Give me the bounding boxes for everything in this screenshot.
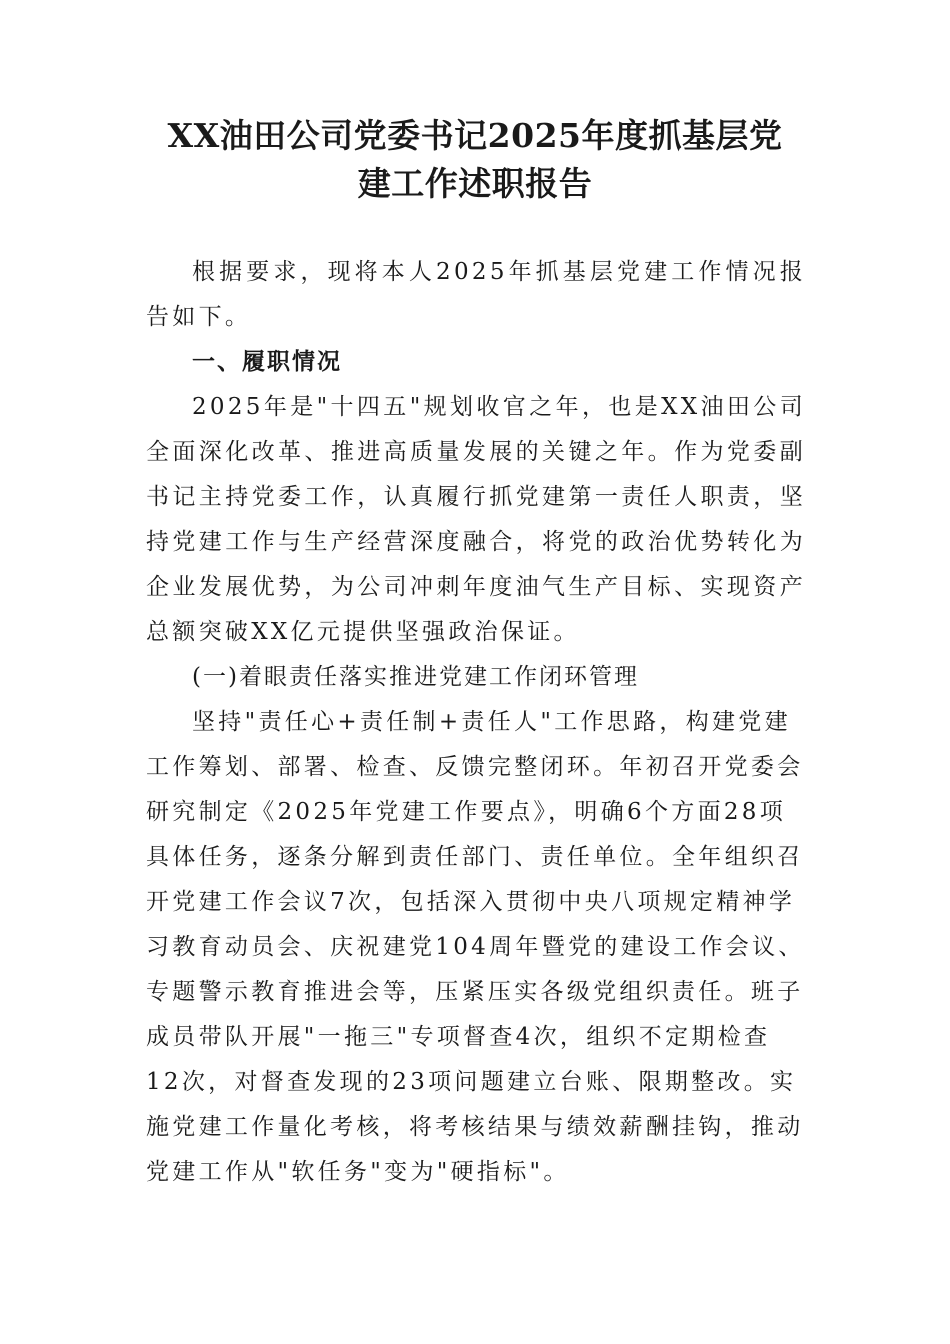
- section-1-paragraph: 2025年是"十四五"规划收官之年，也是XX油田公司全面深化改革、推进高质量发展的关键之年。作为党委副书记主持党委工作，认真履行抓党建第一责任人职责，坚持党建工作与生产经营深度融合，将党的政治优势转化为企业发展优势，为公司冲刺年度油气生产目标、实现资产总额突破XX亿元提供坚强政治保证。: [146, 394, 806, 645]
- title-line-2: 建工作述职报告: [357, 164, 593, 203]
- page-title: [140, 112, 810, 208]
- subsection-heading-1: (一)着眼责任落实推进党建工作闭环管理: [192, 664, 639, 690]
- document-body: [146, 250, 806, 1195]
- section-heading-1: 一、履职情况: [192, 349, 342, 375]
- subsection-1-paragraph: 坚持"责任心+责任制+责任人"工作思路，构建党建工作筹划、部署、检查、反馈完整闭环。年初召开党委会研究制定《2025年党建工作要点》，明确6个方面28项具体任务，逐条分解到责任部门、责任单位。全年组织召开党建工作会议7次，包括深入贯彻中央八项规定精神学习教育动员会、庆祝建党104周年暨党的建设工作会议、专题警示教育推进会等，压紧压实各级党组织责任。班子成员带队开展"一拖三"专项督查4次，组织不定期检查12次，对督查发现的23项问题建立台账、限期整改。实施党建工作量化考核，将考核结果与绩效薪酬挂钩，推动党建工作从"软任务"变为"硬指标"。: [146, 709, 805, 1185]
- title-line-1: XX油田公司党委书记2025年度抓基层党: [167, 116, 783, 155]
- intro-paragraph: 根据要求，现将本人2025年抓基层党建工作情况报告如下。: [146, 259, 806, 330]
